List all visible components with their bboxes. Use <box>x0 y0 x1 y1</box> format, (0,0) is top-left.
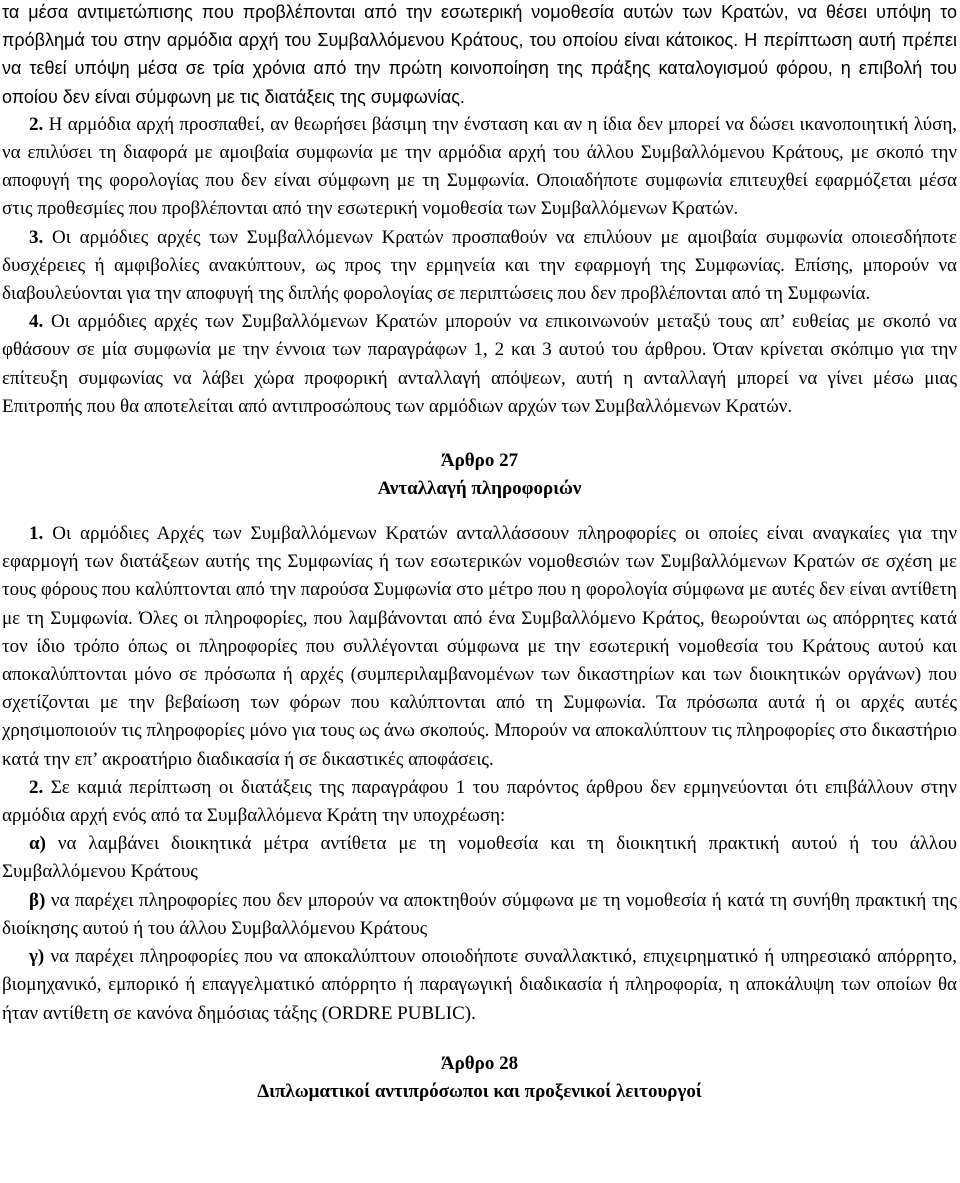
article-number: Άρθρο 27 <box>440 450 519 472</box>
art27-paragraph-1 <box>2 520 957 774</box>
art27-paragraph-2 <box>2 774 957 830</box>
item-letter: α) <box>29 833 46 855</box>
article-title: Ανταλλαγή πληροφοριών <box>377 478 582 500</box>
article-28-heading <box>2 1050 957 1106</box>
item-text: να λαμβάνει διοικητικά μέτρα αντίθετα με τη νομοθεσία και τη διοικητική πρακτική αυτού ή του άλλου Συμβαλλόμενου Κράτους <box>2 833 957 883</box>
item-letter: γ) <box>29 946 45 968</box>
paragraph-number: 4. <box>29 311 44 333</box>
art27-item-a <box>2 830 957 886</box>
paragraph-number: 1. <box>29 523 44 545</box>
paragraph-number: 3. <box>29 226 44 248</box>
paragraph-text: Οι αρμόδιες Αρχές των Συμβαλλόμενων Κρατών ανταλλάσσουν πληροφορίες οι οποίες είναι αναγκαίες για την εφαρμογή των διατάξεων αυτής της Συμφωνίας ή των εσωτερικών νομοθεσιών των Συμβαλλόμενων Κρατών σε σχέση με τους φόρους που καλύπτονται από την παρούσα Συμφωνία στο μέτρο που η φορολογία σύμφωνα με αυτές δεν είναι αντίθετη με τη Συμφωνία. Όλες οι πληροφορίες, που λαμβάνονται από ένα Συμβαλλόμενο Κράτος, θεωρούνται ως απόρρητες κατά τον ίδιο τρόπο όπως οι πληροφορίες που συλλέγονται σύμφωνα με την εσωτερική νομοθεσία του Κράτους αυτού και αποκαλύπτονται μόνο σε πρόσωπα ή αρχές (συμπεριλαμβανομένων των δικαστηρίων και των διοικητικών οργάνων) που σχετίζονται με την βεβαίωση των φόρων που καλύπτονται από τη Συμφωνία. Τα πρόσωπα αυτά ή οι αρχές αυτές χρησιμοποιούν τις πληροφορίες μόνο για τους ως άνω σκοπούς. Μπορούν να αποκαλύπτουν τις πληροφορίες στο δικαστήριο κατά την επ’ ακροατήριο διαδικασία ή σε δικαστικές αποφάσεις. <box>2 523 957 770</box>
item-letter: β) <box>29 889 46 911</box>
paragraph-number: 2. <box>29 776 44 798</box>
paragraph-number: 2. <box>29 113 44 135</box>
art26-paragraph-4 <box>2 308 957 421</box>
art26-paragraph-3 <box>2 224 957 309</box>
paragraph-text: Οι αρμόδιες αρχές των Συμβαλλόμενων Κρατών μπορούν να επικοινωνούν μεταξύ τους απ’ ευθείας με σκοπό να φθάσουν σε μία συμφωνία με την έννοια των παραγράφων 1, 2 και 3 αυτού του άρθρου. Όταν κρίνεται σκόπιμο για την επίτευξη συμφωνίας να λάβει χώρα προφορική ανταλλαγή απόψεων, αυτή η ανταλλαγή μπορεί να γίνει μέσω μιας Επιτροπής που θα αποτελείται από αντιπροσώπους των αρμόδιων αρχών των Συμβαλλόμενων Κρατών. <box>2 311 957 417</box>
art27-item-c <box>2 943 957 1028</box>
paragraph-continuation: τα μέσα αντιμετώπισης που προβλέπονται από την εσωτερική νομοθεσία αυτών των Κρατών, να θέσει υπόψη το πρόβλημά του στην αρμόδια αρχή του Συμβαλλόμενου Κράτους, του οποίου είναι κάτοικος. Η περίπτωση αυτή πρέπει να τεθεί υπόψη μέσα σε τρία χρόνια από την πρώτη κοινοποίηση της πράξης καταλογισμού φόρου, η επιβολή του οποίου δεν είναι σύμφωνη με τις διατάξεις της συμφωνίας. <box>2 2 957 107</box>
article-number: Άρθρο 28 <box>440 1052 519 1074</box>
item-text: να παρέχει πληροφορίες που δεν μπορούν να αποκτηθούν σύμφωνα με τη νομοθεσία ή κατά τη συνήθη πρακτική της διοίκησης αυτού ή του άλλου Συμβαλλόμενου Κράτους <box>2 889 957 939</box>
paragraph-text: Η αρμόδια αρχή προσπαθεί, αν θεωρήσει βάσιμη την ένσταση και αν η ίδια δεν μπορεί να δώσει ικανοποιητική λύση, να επιλύσει τη διαφορά με αμοιβαία συμφωνία με την αρμόδια αρχή του άλλου Συμβαλλόμενου Κράτους, με σκοπό την αποφυγή της φορολογίας που δεν είναι σύμφωνη με τη Συμφωνία. Οποιαδήποτε συμφωνία επιτευχθεί εφαρμόζεται μέσα στις προθεσμίες που προβλέπονται από την εσωτερική νομοθεσία των Συμβαλλόμενων Κρατών. <box>2 113 957 220</box>
paragraph-text: Οι αρμόδιες αρχές των Συμβαλλόμενων Κρατών προσπαθούν να επιλύουν με αμοιβαία συμφωνία οποιεσδήποτε δυσχέρειες ή αμφιβολίες ανακύπτουν, ως προς την ερμηνεία και την εφαρμογή της Συμφωνίας. Επίσης, μπορούν να διαβουλεύονται για την αποφυγή της διπλής φορολογίας σε περιπτώσεις που δεν προβλέπονται από τη Συμφωνία. <box>2 226 957 305</box>
article-27-heading <box>2 447 957 503</box>
paragraph-text: Σε καμιά περίπτωση οι διατάξεις της παραγράφου 1 του παρόντος άρθρου δεν ερμηνεύονται ότι επιβάλλουν στην αρμόδια αρχή ενός από τα Συμβαλλόμενα Κράτη την υποχρέωση: <box>2 776 957 827</box>
art26-paragraph-2 <box>2 111 957 224</box>
art27-item-b <box>2 887 957 943</box>
item-text: να παρέχει πληροφορίες που να αποκαλύπτουν οποιοδήποτε συναλλακτικό, επιχειρηματικό ή υπηρεσιακό απόρρητο, βιομηχανικό, εμπορικό ή επαγγελματικό απόρρητο ή παραγωγική διαδικασία ή πληροφορία, η αποκάλυψη των οποίων θα ήταν αντίθετη σε κανόνα δημόσιας τάξης (ORDRE PUBLIC). <box>2 946 957 1024</box>
article-title: Διπλωματικοί αντιπρόσωποι και προξενικοί λειτουργοί <box>257 1080 702 1102</box>
